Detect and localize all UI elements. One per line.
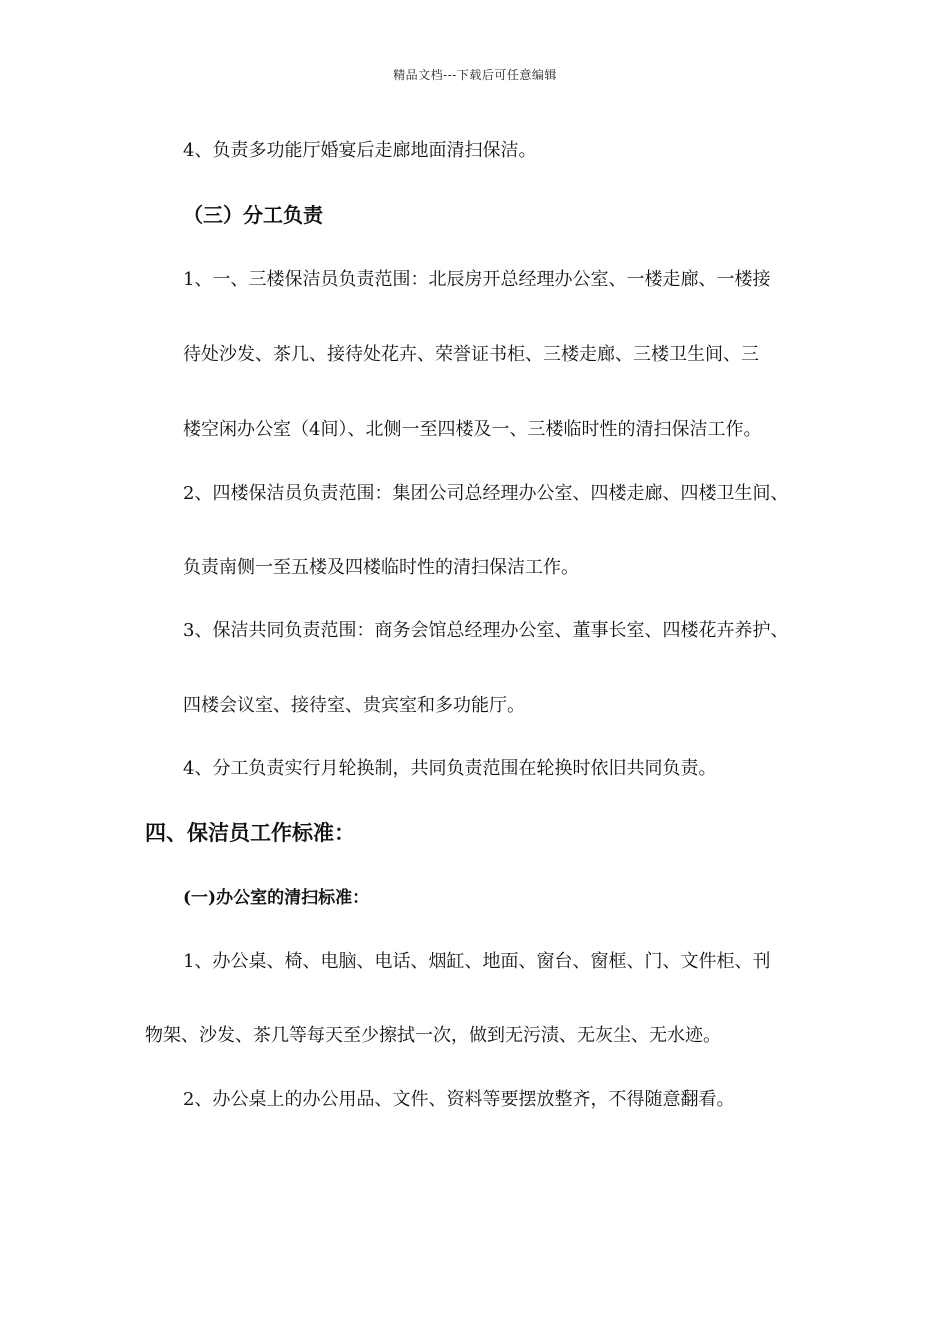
paragraph-line: 四楼会议室、接待室、贵宾室和多功能厅。 bbox=[183, 695, 525, 716]
main-section-heading: 四、保洁员工作标准： bbox=[145, 820, 355, 845]
paragraph-line: 2、四楼保洁员负责范围：集团公司总经理办公室、四楼走廊、四楼卫生间、 bbox=[183, 483, 789, 504]
paragraph-line: 2、办公桌上的办公用品、文件、资料等要摆放整齐，不得随意翻看。 bbox=[183, 1089, 735, 1110]
page-header: 精品文档---下载后可任意编辑 bbox=[393, 68, 557, 82]
subsection-heading: (一)办公室的清扫标准： bbox=[183, 888, 370, 908]
paragraph-line: 楼空闲办公室（4间）、北侧一至四楼及一、三楼临时性的清扫保洁工作。 bbox=[183, 419, 762, 440]
paragraph-line: 3、保洁共同负责范围：商务会馆总经理办公室、董事长室、四楼花卉养护、 bbox=[183, 620, 789, 641]
paragraph-line: 1、办公桌、椅、电脑、电话、烟缸、地面、窗台、窗框、门、文件柜、刊 bbox=[183, 951, 771, 972]
paragraph-line: 负责南侧一至五楼及四楼临时性的清扫保洁工作。 bbox=[183, 557, 579, 578]
paragraph-line: 待处沙发、茶几、接待处花卉、荣誉证书柜、三楼走廊、三楼卫生间、三 bbox=[183, 344, 759, 365]
paragraph-line: 4、分工负责实行月轮换制，共同负责范围在轮换时依旧共同负责。 bbox=[183, 758, 717, 779]
paragraph-line: 4、负责多功能厅婚宴后走廊地面清扫保洁。 bbox=[183, 140, 537, 161]
paragraph-line: 物架、沙发、茶几等每天至少擦拭一次，做到无污渍、无灰尘、无水迹。 bbox=[145, 1025, 721, 1046]
paragraph-line: 1、一、三楼保洁员负责范围：北辰房开总经理办公室、一楼走廊、一楼接 bbox=[183, 269, 771, 290]
section-heading: （三）分工负责 bbox=[183, 203, 323, 227]
